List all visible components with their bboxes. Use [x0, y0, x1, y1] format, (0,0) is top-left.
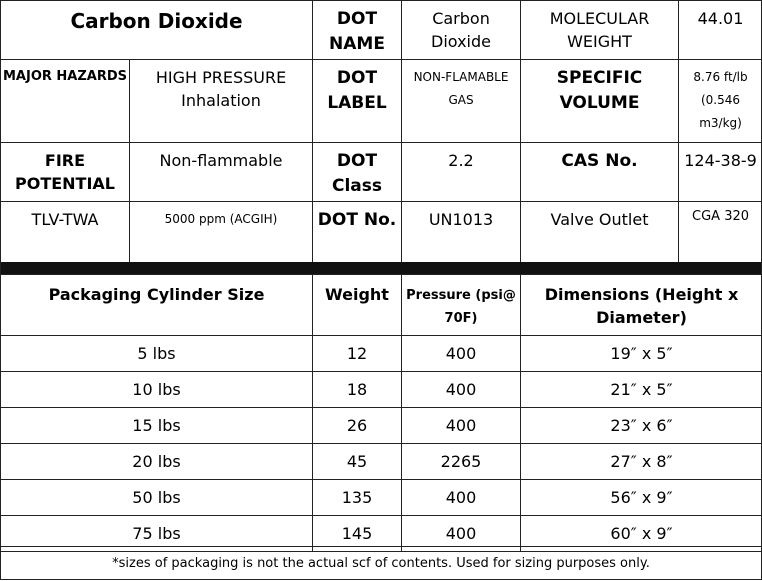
cell-pressure: 400	[402, 516, 521, 552]
valve-outlet-value: CGA 320	[679, 202, 762, 227]
dot-label-label: DOT LABEL	[313, 60, 401, 115]
packaging-table	[0, 274, 762, 552]
fire-potential-label: FIRE POTENTIAL	[1, 143, 129, 195]
cell-dimensions: 21″ x 5″	[521, 372, 762, 408]
cell-pressure: 400	[402, 372, 521, 408]
molecular-weight-label: MOLECULAR WEIGHT	[521, 1, 678, 53]
properties-table	[0, 0, 762, 264]
dot-class-label: DOT Class	[313, 143, 401, 198]
dot-no-value: UN1013	[402, 202, 520, 231]
major-hazards-value: HIGH PRESSURE Inhalation	[130, 60, 312, 112]
product-name: Carbon Dioxide	[1, 1, 312, 36]
cell-size: 15 lbs	[1, 408, 313, 444]
major-hazards-label-cell	[1, 60, 130, 143]
dot-label-label-cell	[313, 60, 402, 143]
column-header-dimensions-label: Dimensions (Height x Diameter)	[521, 275, 762, 329]
cas-label: CAS No.	[521, 143, 678, 174]
cell-weight: 145	[313, 516, 402, 552]
cell-pressure: 2265	[402, 444, 521, 480]
packaging-rows	[1, 336, 762, 552]
cell-size: 50 lbs	[1, 480, 313, 516]
cell-weight: 135	[313, 480, 402, 516]
specific-volume-label-cell	[521, 60, 679, 143]
column-header-size	[1, 275, 313, 336]
molecular-weight-value: 44.01	[679, 1, 762, 30]
cas-value: 124-38-9	[679, 143, 762, 172]
molecular-weight-label-cell	[521, 1, 679, 60]
dot-name-label: DOT NAME	[313, 1, 401, 56]
cell-weight: 18	[313, 372, 402, 408]
cell-size: 20 lbs	[1, 444, 313, 480]
specific-volume-value-cell	[679, 60, 762, 143]
dot-class-value-cell	[402, 143, 521, 202]
tlv-label: TLV-TWA	[1, 202, 129, 231]
specific-volume-value: 8.76 ft/lb (0.546 m3/kg)	[679, 60, 762, 134]
table-row	[1, 372, 762, 408]
dot-label-value: NON-FLAMABLE GAS	[402, 60, 520, 112]
column-header-dimensions	[521, 275, 762, 336]
dot-no-label: DOT No.	[313, 202, 401, 233]
column-header-weight-label: Weight	[313, 275, 401, 306]
cell-weight: 12	[313, 336, 402, 372]
table-row	[1, 336, 762, 372]
cell-dimensions: 27″ x 8″	[521, 444, 762, 480]
specific-volume-label: SPECIFIC VOLUME	[521, 60, 678, 115]
dot-class-value: 2.2	[402, 143, 520, 172]
column-header-weight	[313, 275, 402, 336]
fire-potential-value: Non-flammable	[130, 143, 312, 172]
cell-size: 75 lbs	[1, 516, 313, 552]
tlv-value-cell	[130, 202, 313, 264]
valve-outlet-label-cell	[521, 202, 679, 264]
dot-name-value: Carbon Dioxide	[402, 1, 520, 53]
valve-outlet-label: Valve Outlet	[521, 202, 678, 231]
table-row	[1, 408, 762, 444]
product-name-cell	[1, 1, 313, 60]
column-header-size-label: Packaging Cylinder Size	[1, 275, 312, 306]
tlv-label-cell	[1, 202, 130, 264]
table-row	[1, 480, 762, 516]
column-header-pressure	[402, 275, 521, 336]
cell-size: 10 lbs	[1, 372, 313, 408]
tlv-value: 5000 ppm (ACGIH)	[130, 202, 312, 231]
fire-potential-value-cell	[130, 143, 313, 202]
table-row	[1, 444, 762, 480]
major-hazards-label: MAJOR HAZARDS	[1, 60, 129, 89]
cell-pressure: 400	[402, 336, 521, 372]
cas-value-cell	[679, 143, 762, 202]
packaging-header-row	[1, 275, 762, 336]
cell-weight: 45	[313, 444, 402, 480]
cell-size: 5 lbs	[1, 336, 313, 372]
column-header-pressure-label: Pressure (psi@ 70F)	[402, 275, 520, 331]
dot-name-value-cell	[402, 1, 521, 60]
cell-dimensions: 60″ x 9″	[521, 516, 762, 552]
cell-pressure: 400	[402, 480, 521, 516]
cell-pressure: 400	[402, 408, 521, 444]
molecular-weight-value-cell	[679, 1, 762, 60]
cell-dimensions: 19″ x 5″	[521, 336, 762, 372]
dot-class-label-cell	[313, 143, 402, 202]
dot-no-value-cell	[402, 202, 521, 264]
footnote: *sizes of packaging is not the actual scf of contents. Used for sizing purposes only.	[0, 546, 762, 581]
dot-no-label-cell	[313, 202, 402, 264]
dot-label-value-cell	[402, 60, 521, 143]
cell-dimensions: 23″ x 6″	[521, 408, 762, 444]
major-hazards-value-cell	[130, 60, 313, 143]
cell-dimensions: 56″ x 9″	[521, 480, 762, 516]
dot-name-label-cell	[313, 1, 402, 60]
fire-potential-label-cell	[1, 143, 130, 202]
cas-label-cell	[521, 143, 679, 202]
cell-weight: 26	[313, 408, 402, 444]
section-divider	[0, 262, 762, 274]
valve-outlet-value-cell	[679, 202, 762, 264]
